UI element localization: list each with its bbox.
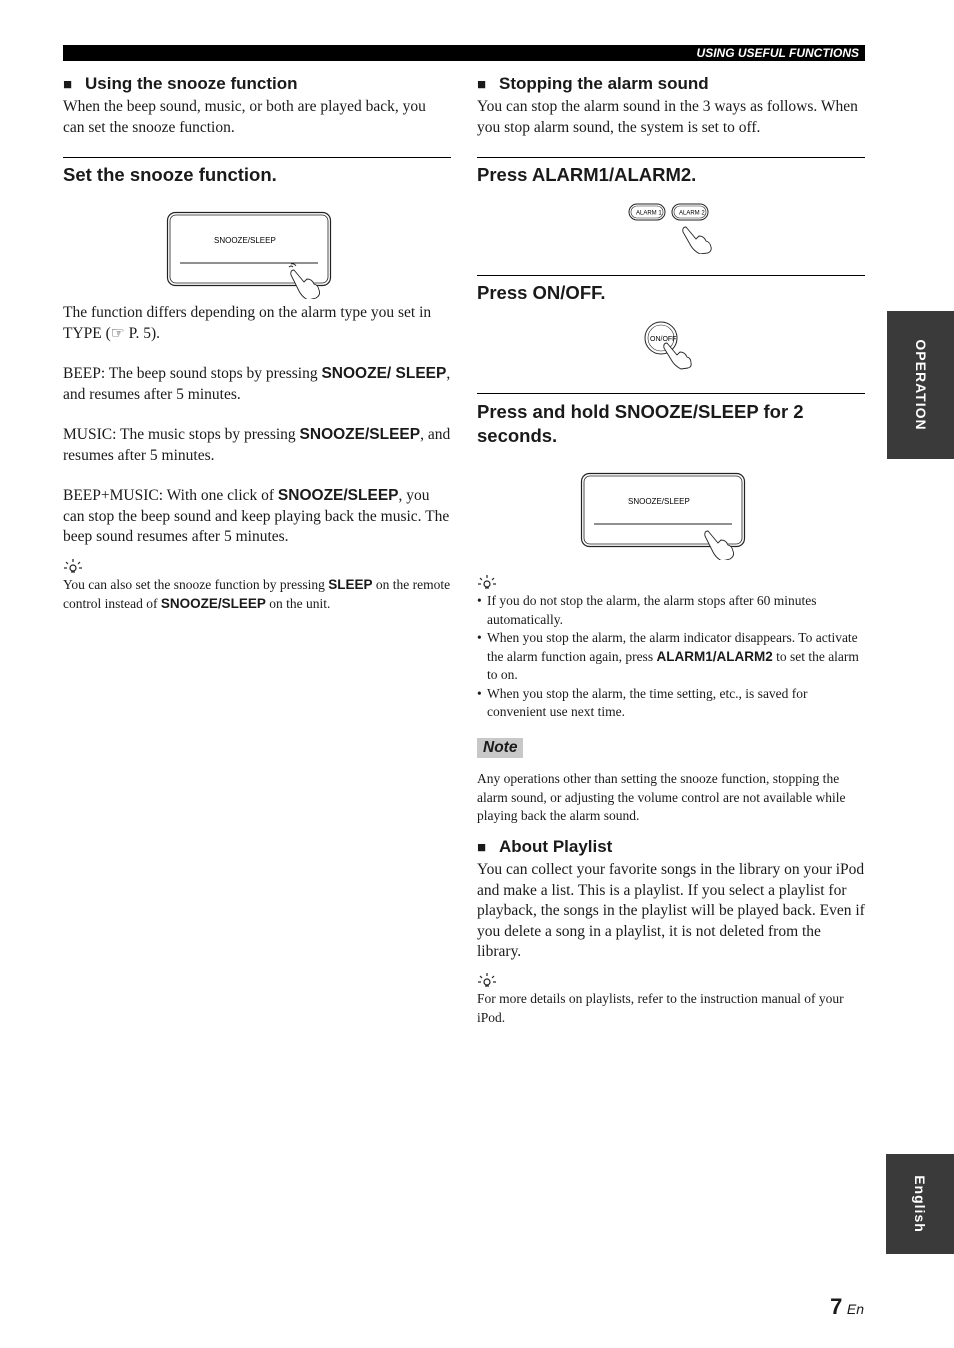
stop-alarm-heading: ■ Stopping the alarm sound (477, 74, 709, 93)
pointing-hand-icon (705, 531, 734, 560)
step-title-onoff: Press ON/OFF. (477, 282, 606, 303)
alarm-buttons-illustration (627, 202, 717, 254)
side-tab-english-label: English (912, 1175, 928, 1233)
alarm-tip-list (477, 592, 865, 722)
display-label: SNOOZE/SLEEP (214, 236, 276, 245)
side-tab-english (886, 1154, 954, 1254)
stop-alarm-intro: You can stop the alarm sound in the 3 ways as follows. When you stop alarm sound, the system is set to off. (477, 98, 858, 136)
step-divider (477, 393, 865, 394)
side-tab-operation-label: OPERATION (912, 339, 929, 431)
step-divider (477, 157, 865, 158)
note-box (477, 738, 523, 758)
header-bar (63, 45, 865, 61)
step-title-hold-snooze: Press and hold SNOOZE/SLEEP for 2 seconds. (477, 401, 804, 446)
playlist-heading: ■ About Playlist (477, 837, 613, 856)
music-text: MUSIC: The music stops by pressing SNOOZE/SLEEP, and resumes after 5 minutes. (63, 426, 451, 464)
step-title-snooze: Set the snooze function. (63, 164, 277, 185)
differs-text: The function differs depending on the alarm type you set in TYPE (☞ P. 5). (63, 304, 432, 342)
step-title-alarm: Press ALARM1/ALARM2. (477, 164, 697, 185)
onoff-button-illustration (643, 320, 695, 372)
snooze-display-illustration (580, 472, 750, 560)
pointing-hand-icon (664, 343, 691, 369)
side-tab-operation (887, 311, 954, 459)
step-divider (63, 157, 451, 158)
pointing-hand-icon (289, 264, 320, 299)
square-bullet-icon: ■ (477, 76, 487, 93)
pointing-hand-icon (683, 227, 711, 254)
reference-icon: ☞ (110, 324, 125, 342)
alarm2-label: ALARM 2 (679, 210, 705, 217)
snooze-display-illustration (166, 211, 336, 299)
note-text: Any operations other than setting the snooze function, stopping the alarm sound, or adjusting the volume control are not available while playing back the alarm sound. (477, 771, 846, 823)
tip-icon (477, 574, 497, 590)
beep-text: BEEP: The beep sound stops by pressing SNOOZE/ SLEEP, and resumes after 5 minutes. (63, 365, 451, 403)
onoff-label: ON/OFF (650, 336, 677, 343)
snooze-heading: ■ Using the snooze function (63, 74, 298, 93)
list-item: • If you do not stop the alarm, the alarm stops after 60 minutes automatically. (477, 592, 865, 629)
snooze-intro: When the beep sound, music, or both are played back, you can set the snooze function. (63, 98, 426, 136)
step-divider (477, 275, 865, 276)
tip-icon (63, 558, 83, 574)
list-item: • When you stop the alarm, the alarm indicator disappears. To activate the alarm function again, press ALARM1/ALARM2 to set the alarm to on. (477, 629, 865, 685)
alarm1-label: ALARM 1 (636, 210, 662, 217)
header-section-title: USING USEFUL FUNCTIONS (696, 46, 859, 60)
snooze-tip: You can also set the snooze function by pressing SLEEP on the remote control instead of SNOOZE/SLEEP on the unit. (63, 577, 451, 611)
square-bullet-icon: ■ (63, 76, 73, 93)
tip-icon (477, 972, 497, 988)
display-label: SNOOZE/SLEEP (628, 497, 690, 506)
square-bullet-icon: ■ (477, 839, 487, 856)
page-number: 7 En (830, 1294, 864, 1319)
beep-music-text: BEEP+MUSIC: With one click of SNOOZE/SLEEP, you can stop the beep sound and keep playing back the music. The beep sound resumes after 5 minutes. (63, 487, 450, 545)
note-label: Note (477, 738, 523, 758)
list-item: • When you stop the alarm, the time setting, etc., is saved for convenient use next time. (477, 685, 865, 722)
playlist-tip: For more details on playlists, refer to the instruction manual of your iPod. (477, 991, 844, 1025)
playlist-text: You can collect your favorite songs in the library on your iPod and make a list. This is a playlist. If you select a playlist for playback, the songs in the playlist will be played back. Even if you delete a song in a playlist, it is not deleted from the library. (477, 861, 865, 960)
